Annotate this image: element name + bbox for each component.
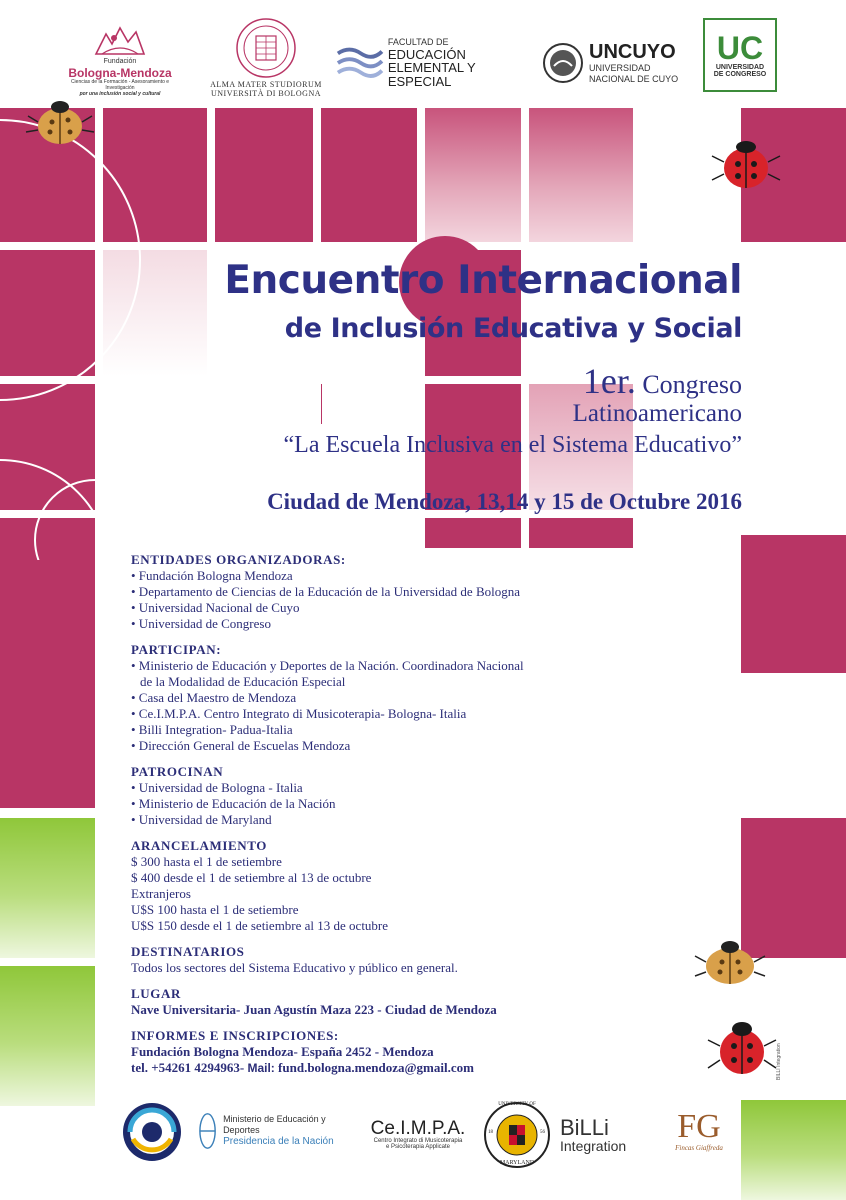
uc-line2: DE CONGRESO (713, 71, 767, 78)
uncuyo-seal-icon (542, 42, 584, 84)
list-item: $ 300 hasta el 1 de setiembre (131, 854, 282, 869)
section-lugar (131, 986, 731, 1018)
list-item: • Departamento de Ciencias de la Educación de la Universidad de Bologna (131, 584, 520, 599)
alma-mater-line2: UNIVERSITÀ DI BOLOGNA (210, 89, 322, 98)
congress-word: Congreso (642, 370, 742, 399)
fg-mark: FG (677, 1108, 721, 1145)
tile (741, 1100, 846, 1200)
bologna-tagline: por una inclusión social y cultural (79, 90, 161, 97)
billi-sub: Integration (560, 1138, 627, 1154)
maryland-top-label: UNIVERSITY OF (498, 1102, 536, 1107)
printer-credit: BILLI Integration (776, 1043, 782, 1080)
contact-address: Fundación Bologna Mendoza- España 2452 - Mendoza (131, 1044, 434, 1059)
section-heading: ENTIDADES ORGANIZADORAS: (131, 552, 346, 567)
section-heading: DESTINATARIOS (131, 944, 245, 959)
maryland-year-left: 18 (488, 1130, 493, 1135)
section-arancelamiento (131, 838, 731, 934)
list-item: • Ce.I.M.P.A. Centro Integrato di Musicoterapia- Bologna- Italia (131, 706, 467, 721)
tile (0, 518, 95, 808)
section-patrocinan (131, 764, 731, 828)
list-item: U$S 150 desde el 1 de setiembre al 13 de octubre (131, 918, 389, 933)
list-item: $ 400 desde el 1 de setiembre al 13 de octubre (131, 870, 372, 885)
wave-icon (336, 43, 384, 83)
list-item: • Fundación Bologna Mendoza (131, 568, 293, 583)
section-heading: LUGAR (131, 986, 181, 1001)
billi-logo (560, 1110, 654, 1160)
section-text: Todos los sectores del Sistema Educativo y público en general. (131, 960, 458, 975)
list-item: • Universidad de Bologna - Italia (131, 780, 303, 795)
celmpa-logo (362, 1112, 474, 1156)
tile (0, 818, 95, 958)
section-heading: PARTICIPAN: (131, 642, 222, 657)
list-item: • Billi Integration- Padua-Italia (131, 722, 293, 737)
venue-address: Nave Universitaria- Juan Agustín Maza 223 - Ciudad de Mendoza (131, 1002, 497, 1017)
list-item: • Casa del Maestro de Mendoza (131, 690, 297, 705)
tile (0, 966, 95, 1106)
list-item: • Ministerio de Educación de la Nación (131, 796, 336, 811)
ministerio-logo (198, 1108, 358, 1154)
contact-email[interactable]: fund.bologna.mendoza@gmail.com (278, 1060, 474, 1075)
ministerio-line2: Presidencia de la Nación (223, 1135, 334, 1147)
contact-line (131, 1060, 731, 1076)
latinoamericano-line: Latinoamericano (572, 400, 742, 427)
ladybug-icon (708, 132, 782, 198)
section-heading: INFORMES E INSCRIPCIONES: (131, 1028, 339, 1043)
section-destinatarios (131, 944, 731, 976)
casa-maestro-logo (120, 1100, 184, 1164)
alma-mater-logo (200, 14, 332, 100)
congress-theme: “La Escuela Inclusiva en el Sistema Educativo” (283, 432, 742, 458)
bologna-mendoza-emblem-icon (92, 24, 148, 58)
maryland-seal-icon (483, 1101, 551, 1169)
congress-line (400, 360, 742, 402)
section-heading: ARANCELAMIENTO (131, 838, 268, 853)
section-participan (131, 642, 731, 754)
maryland-year-right: 56 (540, 1130, 545, 1135)
celmpa-name: Ce.I.M.P.A. (370, 1117, 466, 1139)
maryland-bottom-label: MARYLAND (499, 1160, 535, 1166)
uc-logo (703, 18, 777, 92)
event-subtitle: de Inclusión Educativa y Social (284, 313, 742, 344)
list-item: • Ministerio de Educación y Deportes de la Nación. Coordinadora Nacional (131, 658, 524, 673)
list-item: Extranjeros (131, 886, 191, 901)
event-details (131, 552, 731, 1086)
uncuyo-name: UNCUYO (589, 41, 676, 64)
university-seal-icon (234, 16, 298, 80)
facultad-line1: FACULTAD DE (387, 37, 449, 48)
uc-line1: UNIVERSIDAD (715, 64, 765, 71)
section-heading: PATROCINAN (131, 764, 224, 779)
list-item: • Universidad de Maryland (131, 812, 272, 827)
ministerio-line1: Ministerio de Educación y Deportes (223, 1114, 326, 1135)
uncuyo-logo (542, 36, 692, 90)
list-item: de la Modalidad de Educación Especial (140, 674, 346, 689)
facultad-logo (336, 38, 536, 88)
fg-logo (662, 1100, 736, 1162)
national-shield-icon (198, 1111, 217, 1151)
uncuyo-line2: NACIONAL DE CUYO (589, 73, 679, 84)
event-title: Encuentro Internacional (224, 258, 742, 303)
celmpa-line2: e Psicoterapia Applicate (385, 1143, 451, 1150)
mail-label: Mail: (247, 1061, 275, 1075)
uncuyo-line1: UNIVERSIDAD (589, 63, 651, 74)
section-informes (131, 1028, 731, 1076)
ladybug-icon (24, 92, 96, 152)
list-item: • Dirección General de Escuelas Mendoza (131, 738, 351, 753)
fg-sub: Fincas Giaffreda (675, 1144, 723, 1152)
header-logos (0, 0, 846, 108)
facultad-line2: EDUCACIÓN (387, 46, 466, 62)
bologna-name: Bologna-Mendoza (68, 66, 172, 81)
contact-phone: tel. +54261 4294963- (131, 1060, 245, 1075)
uc-mark: UC (716, 30, 764, 66)
circular-emblem-icon (121, 1101, 183, 1163)
alma-mater-line1: ALMA MATER STUDIORUM (210, 79, 322, 89)
event-date-location: Ciudad de Mendoza, 13,14 y 15 de Octubre 2016 (267, 489, 742, 514)
section-organizadoras (131, 552, 731, 632)
bologna-mendoza-logo (58, 22, 182, 100)
celmpa-line1: Centro Integrato di Musicoterapia (373, 1137, 463, 1144)
billi-name: BiLLi (560, 1115, 609, 1140)
list-item: U$S 100 hasta el 1 de setiembre (131, 902, 299, 917)
list-item: • Universidad de Congreso (131, 616, 271, 631)
bologna-sub: Ciencias de la Formación - Asesoramiento e Investigación (70, 79, 170, 92)
facultad-line3: ELEMENTAL Y ESPECIAL (387, 60, 476, 89)
list-item: • Universidad Nacional de Cuyo (131, 600, 300, 615)
bologna-small-top: Fundación (103, 58, 137, 66)
congress-number: 1er. (582, 361, 636, 401)
